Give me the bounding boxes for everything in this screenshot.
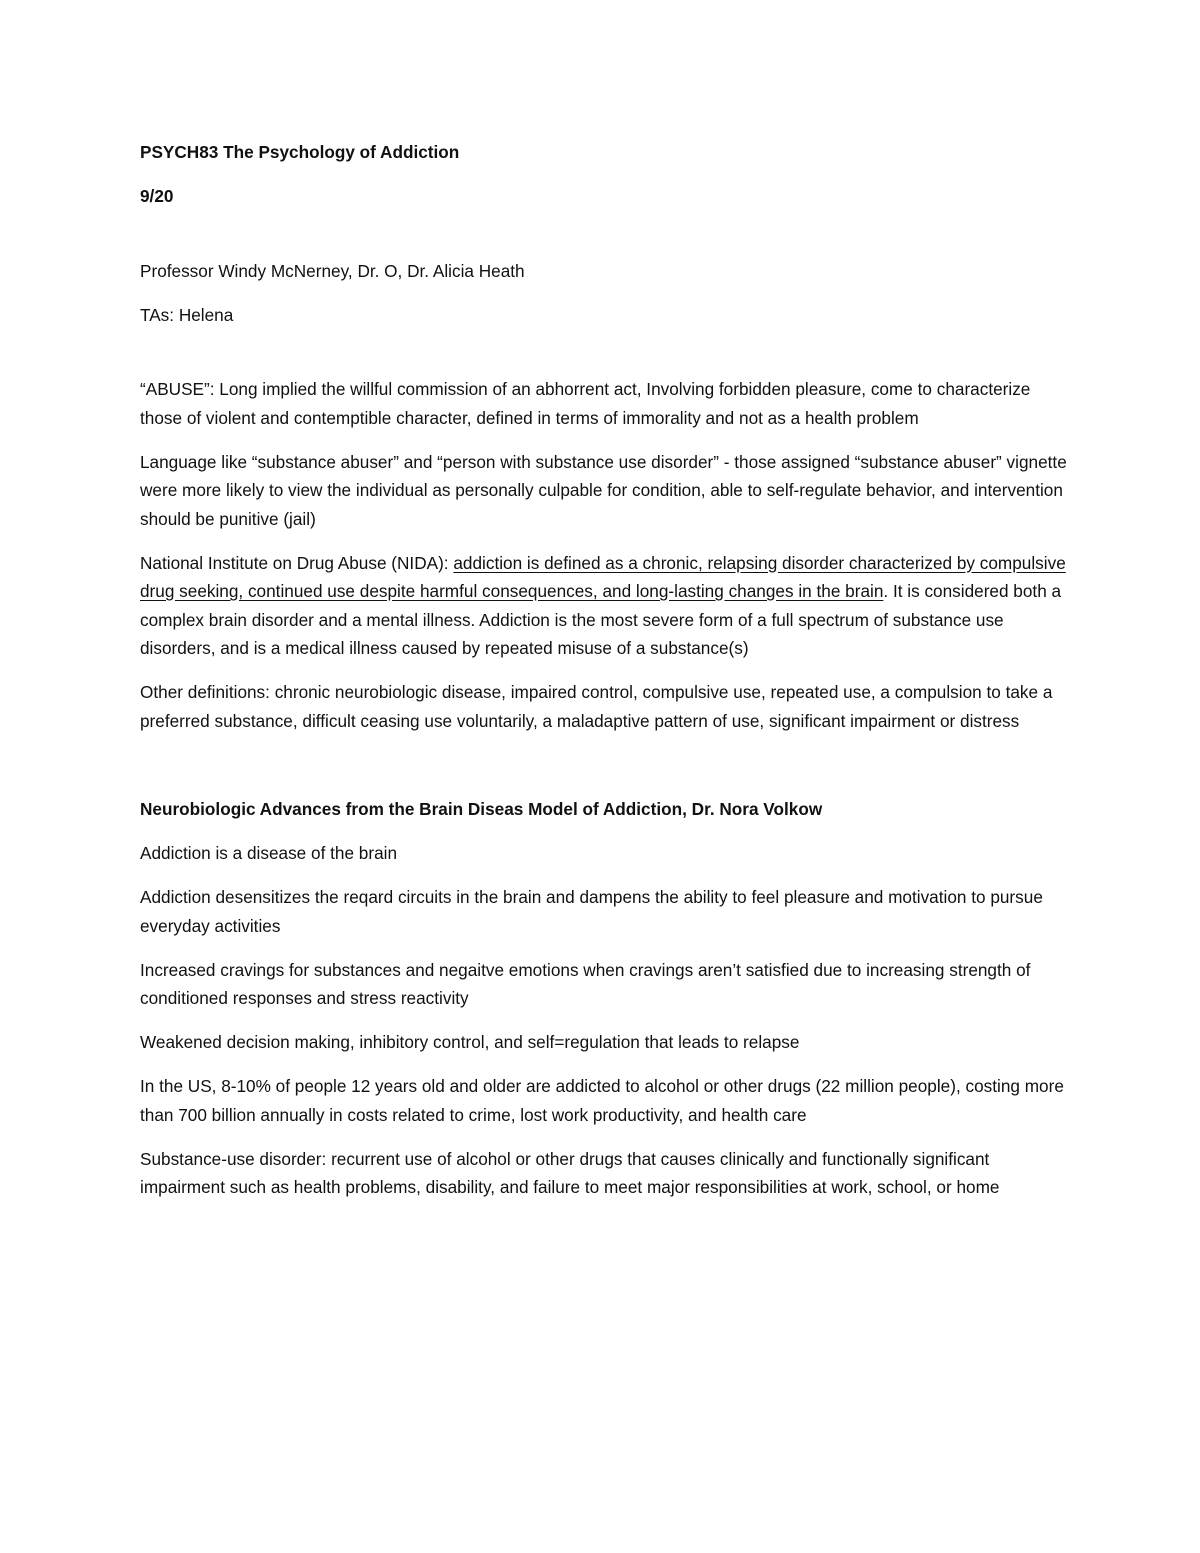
professors-line: Professor Windy McNerney, Dr. O, Dr. Alicia Heath [140,260,525,281]
language-paragraph: Language like “substance abuser” and “person with substance use disorder” - those assigned “substance abuser” vignette were more likely to view the individual as personally culpable for condition, able to self-regulate behavior, and intervention should be punitive (jail) [140,451,1067,529]
note-item: Increased cravings for substances and negaitve emotions when cravings aren’t satisfied due to increasing strength of conditioned responses and stress reactivity [140,959,1031,1008]
document-page [140,138,1070,1217]
abuse-paragraph: “ABUSE”: Long implied the willful commission of an abhorrent act, Involving forbidden pleasure, come to characterize those of violent and contemptible character, defined in terms of immorality and not as a health problem [140,379,1031,428]
section-heading: Neurobiologic Advances from the Brain Diseas Model of Addiction, Dr. Nora Volkow [140,799,823,819]
note-item: In the US, 8-10% of people 12 years old and older are addicted to alcohol or other drugs (22 million people), costing more than 700 billion annually in costs related to crime, lost work productivity, and health care [140,1076,1064,1125]
course-title: PSYCH83 The Psychology of Addiction [140,142,460,162]
nida-paragraph [140,549,1070,663]
nida-definition-underlined: addiction is defined as a chronic, relapsing disorder characterized by compulsive drug seeking, continued use despite harmful consequences, and long-lasting changes in the brain [140,552,1066,601]
note-item: Addiction is a disease of the brain [140,843,398,863]
note-item: Addiction desensitizes the reqard circuits in the brain and dampens the ability to feel pleasure and motivation to pursue everyday activities [140,887,1043,936]
tas-line: TAs: Helena [140,304,234,325]
note-item: Substance-use disorder: recurrent use of alcohol or other drugs that causes clinically and functionally significant impairment such as health problems, disability, and failure to meet major responsibilities at work, school, or home [140,1148,1000,1197]
nida-prefix: National Institute on Drug Abuse (NIDA): [140,552,454,573]
other-definitions-paragraph: Other definitions: chronic neurobiologic disease, impaired control, compulsive use, repeated use, a compulsion to take a preferred substance, difficult ceasing use voluntarily, a maladaptive pattern of use, significant impairment or distress [140,682,1053,731]
nida-suffix: . It is considered both a complex brain disorder and a mental illness. Addiction is the most severe form of a full spectrum of substance use disorders, and is a medical illness caused by repeated misuse of a substance(s) [140,581,1062,658]
note-item: Weakened decision making, inhibitory control, and self=regulation that leads to relapse [140,1032,800,1052]
lecture-date: 9/20 [140,186,174,206]
